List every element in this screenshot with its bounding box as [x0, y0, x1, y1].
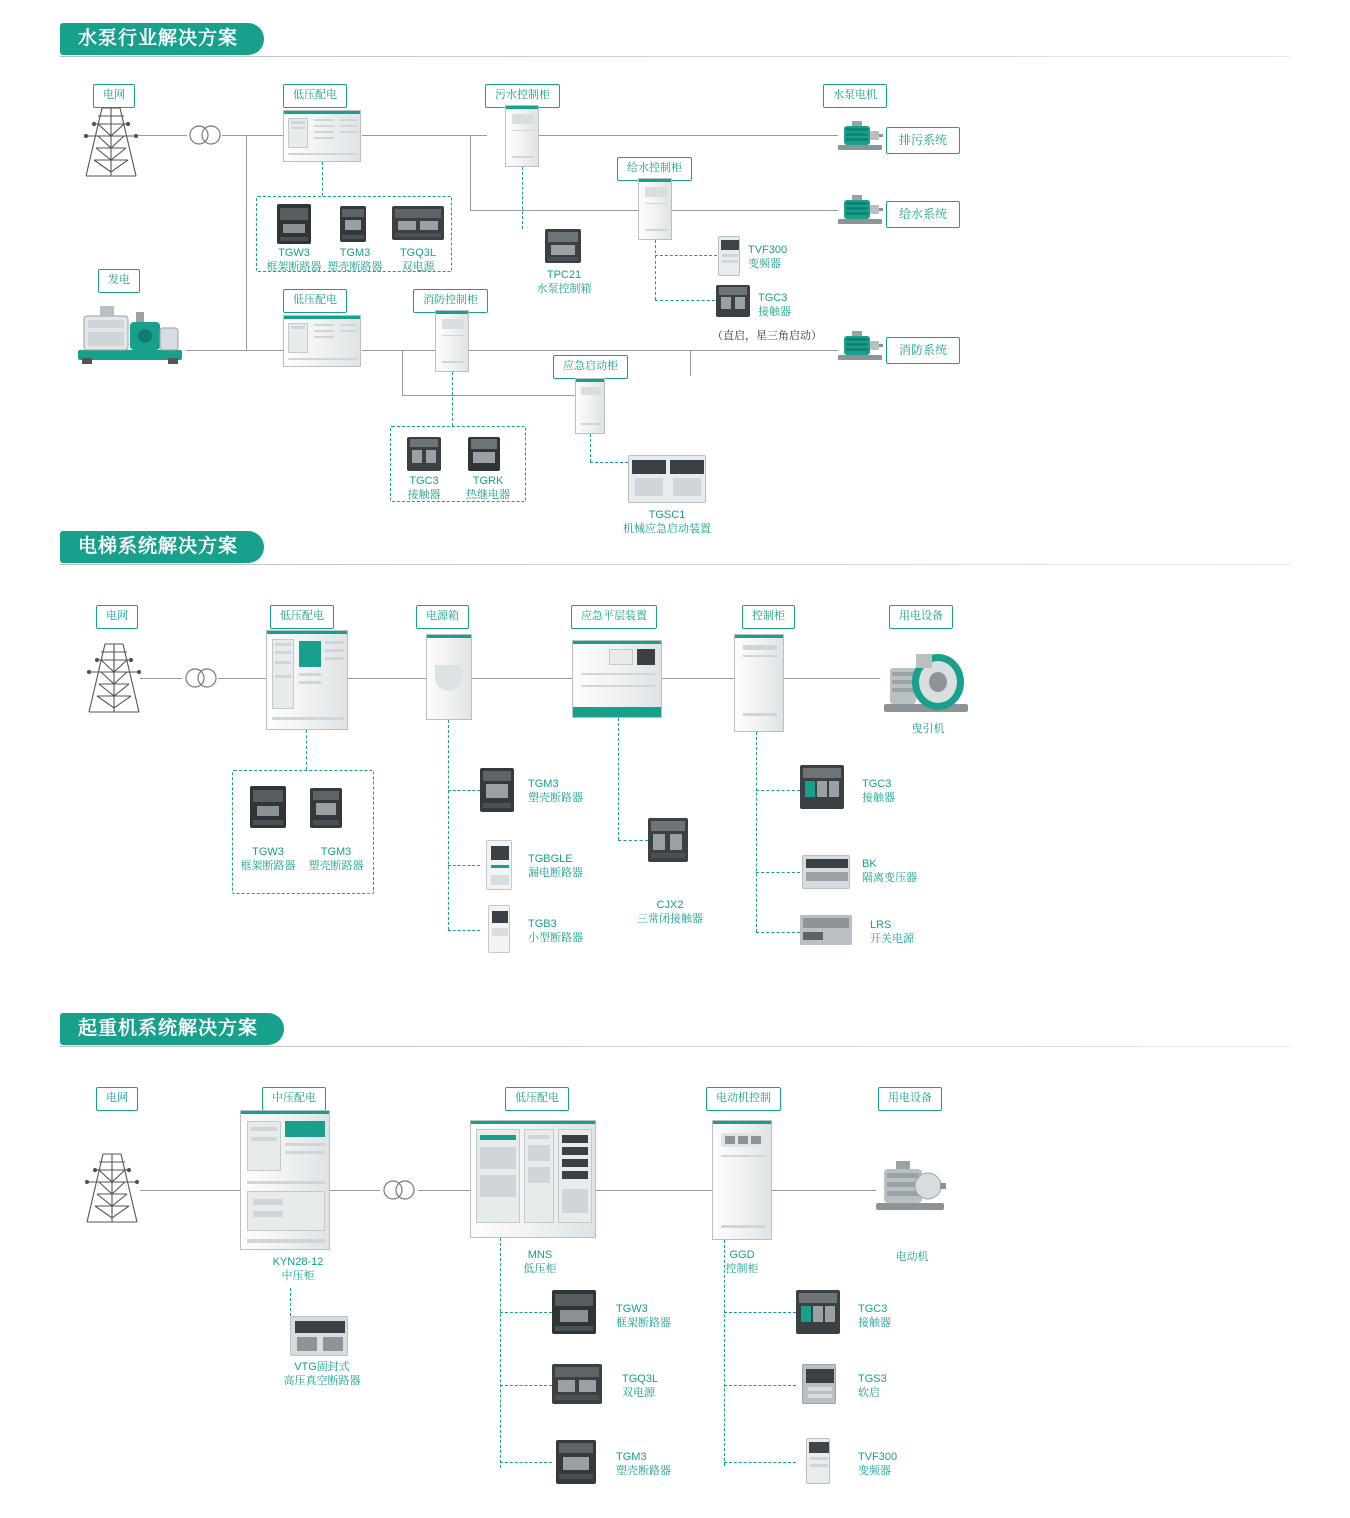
caption-tvf300	[748, 243, 787, 271]
section-divider-pump	[60, 56, 1290, 57]
caption-ggd	[712, 1248, 772, 1276]
device-tgs3-crane	[802, 1364, 836, 1404]
line-elev-powerbox-to-leveling	[472, 678, 572, 679]
device-tgq3l-crane	[552, 1364, 602, 1404]
device-tgbgle	[486, 840, 512, 890]
device-tgsc1	[628, 455, 706, 503]
model-tgq3l-pump: TGQ3L	[399, 247, 437, 259]
section-title-pump: 水泵行业解决方案	[60, 23, 264, 55]
section-divider-crane	[60, 1046, 1290, 1047]
dashed-link-tgq3l-crane	[500, 1385, 552, 1386]
line-elev-lv-to-powerbox	[348, 678, 426, 679]
device-tgw3-pump	[277, 204, 311, 244]
label-pump-fire-cabinet: 消防控制柜	[413, 289, 488, 313]
model-tgs3-crane: TGS3	[858, 1373, 887, 1385]
desc-kyn28-12: 中压柜	[281, 1270, 315, 1282]
caption-tgc3-supply	[758, 291, 791, 319]
caption-tgs3-crane	[858, 1372, 887, 1400]
caption-tgm3-pump	[324, 246, 386, 274]
desc-ggd: 控制柜	[725, 1263, 759, 1275]
desc-tgrk: 热继电器	[466, 489, 510, 501]
dashed-link-crane-lv-parts	[500, 1238, 501, 1468]
desc-tgm3-crane: 塑壳断路器	[616, 1465, 671, 1477]
line-elev-leveling-to-control	[662, 678, 734, 679]
device-vtg	[290, 1316, 348, 1356]
model-tgm3-elev: TGM3	[320, 846, 352, 858]
desc-tgs3-crane: 软启	[858, 1387, 880, 1399]
power-grid-pylon-icon	[72, 104, 150, 184]
crane-ggd-control-cabinet	[712, 1120, 772, 1240]
dashed-link-tvf300-crane	[724, 1462, 796, 1463]
desc-tgbgle: 漏电断路器	[528, 867, 583, 879]
label-pump-generator: 发电	[98, 269, 140, 293]
line-elev-control-to-load	[784, 678, 880, 679]
dashed-link-leveling-cjx2	[618, 718, 619, 840]
desc-bk: 隔离变压器	[862, 872, 917, 884]
model-bk: BK	[862, 858, 877, 870]
pump-motor-icon-2	[836, 192, 884, 226]
label-pump-lv-dist-1: 低压配电	[283, 84, 347, 108]
line-fire-branch	[690, 350, 691, 376]
dashed-link-powerbox-parts	[448, 720, 449, 930]
dashed-link-cjx2	[618, 840, 648, 841]
device-tgrk	[468, 437, 500, 471]
desc-tpc21: 水泵控制箱	[536, 283, 592, 295]
caption-tgc3-crane	[858, 1302, 891, 1330]
line-crane-mv-to-transformer	[330, 1190, 380, 1191]
model-tgsc1: TGSC1	[648, 509, 686, 521]
device-tgm3-crane	[556, 1440, 596, 1484]
desc-tgm3-pump: 塑壳断路器	[327, 261, 383, 273]
line-lv1-down	[470, 135, 471, 210]
dashed-link-tgm3-crane	[500, 1462, 552, 1463]
pump-motor-icon-3	[836, 328, 884, 362]
device-bk	[802, 855, 850, 889]
desc-tgc3-supply: 接触器	[758, 306, 791, 318]
caption-tgc3-fire	[392, 474, 456, 502]
model-mns: MNS	[527, 1249, 553, 1261]
device-cjx2	[648, 818, 688, 862]
caption-tgw3-crane	[616, 1302, 671, 1330]
device-tvf300	[718, 236, 740, 276]
label-pump-lv-dist-2: 低压配电	[283, 289, 347, 313]
desc-tgw3-crane: 框架断路器	[616, 1317, 671, 1329]
caption-tgq3l-crane	[622, 1372, 658, 1400]
device-tgm3-pump	[340, 206, 366, 242]
model-tgb3: TGB3	[528, 918, 557, 930]
pump-motor-icon-1	[836, 118, 884, 152]
caption-crane-motor: 电动机	[895, 1251, 929, 1263]
label-pump-system-fire: 消防系统	[886, 337, 960, 364]
desc-tgb3: 小型断路器	[528, 932, 583, 944]
dashed-link-elev-lv-parts	[306, 730, 307, 770]
transformer-coils-icon	[186, 124, 224, 146]
desc-tgq3l-pump: 双电源	[401, 261, 435, 273]
dashed-link-tgc3-crane	[724, 1312, 796, 1313]
label-elev-lv-dist: 低压配电	[270, 605, 334, 629]
model-lrs: LRS	[870, 919, 892, 931]
line-generator-to-bus	[186, 350, 246, 351]
label-crane-grid: 电网	[96, 1087, 138, 1111]
section-title-crane: 起重机系统解决方案	[60, 1013, 284, 1045]
crane-motor-icon	[872, 1155, 948, 1215]
elev-lv-distribution-cabinet	[266, 630, 348, 730]
label-elev-grid: 电网	[96, 605, 138, 629]
line-supply-to-motor2	[672, 210, 838, 211]
desc-tgw3-pump: 框架断路器	[266, 261, 322, 273]
caption-mns	[508, 1248, 572, 1276]
line-lv2-to-fire	[362, 350, 402, 351]
device-tgm3-elev	[310, 788, 342, 828]
label-elev-leveling: 应急平层装置	[571, 605, 657, 629]
label-pump-grid: 电网	[93, 84, 135, 108]
desc-tgq3l-crane: 双电源	[622, 1387, 655, 1399]
elev-traction-machine-icon	[880, 638, 972, 720]
line-to-emergency	[402, 395, 587, 396]
note-start-modes: （直启，星三角启动）	[712, 330, 822, 342]
caption-tgq3l-pump	[388, 246, 448, 274]
device-lrs	[800, 915, 852, 945]
dashed-link-fire-parts	[452, 372, 453, 426]
line-bus-to-lv2	[246, 350, 284, 351]
caption-tgm3-elev	[300, 845, 372, 873]
model-tgw3-pump: TGW3	[278, 247, 310, 259]
model-tgbgle: TGBGLE	[528, 853, 573, 865]
section-header-pump	[60, 22, 264, 56]
caption-traction-machine: 曳引机	[911, 723, 945, 735]
caption-tvf300-crane	[858, 1450, 897, 1478]
elev-power-box	[426, 634, 472, 720]
caption-tgsc1	[612, 508, 722, 536]
dashed-link-mv-vtg	[290, 1288, 291, 1316]
section-header-elevator	[60, 530, 264, 564]
crane-transformer-coils-icon	[380, 1179, 418, 1201]
dashed-link-crane-control-parts	[724, 1240, 725, 1466]
label-pump-emergency-cabinet: 应急启动柜	[553, 355, 628, 379]
label-crane-motor-control: 电动机控制	[706, 1087, 781, 1111]
elev-power-grid-pylon-icon	[75, 640, 153, 720]
line-elev-transformer-to-lv	[218, 678, 266, 679]
device-tgc3-crane	[796, 1290, 840, 1334]
caption-tpc21	[528, 268, 600, 296]
crane-power-grid-pylon-icon	[73, 1150, 151, 1230]
caption-tgb3	[528, 917, 583, 945]
dashed-link-control-parts	[756, 732, 757, 932]
label-pump-motor: 水泵电机	[823, 84, 887, 108]
line-to-supply-cabinet	[470, 210, 640, 211]
model-tgrk: TGRK	[472, 475, 504, 487]
desc-tgc3-crane: 接触器	[858, 1317, 891, 1329]
desc-tvf300: 变频器	[748, 258, 781, 270]
caption-tgm3-crane	[616, 1450, 671, 1478]
line-transformer-to-lv1	[222, 135, 284, 136]
desc-tgc3-fire: 接触器	[407, 489, 441, 501]
model-kyn28-12: KYN28-12	[272, 1256, 324, 1268]
line-bus-vertical	[246, 135, 247, 350]
section-divider-elevator	[60, 564, 1290, 565]
dashed-link-supply-branch	[655, 240, 656, 300]
model-tgc3-crane: TGC3	[858, 1303, 888, 1315]
label-pump-system-sewage: 排污系统	[886, 127, 960, 154]
dashed-link-lv1-parts	[322, 162, 323, 196]
label-pump-water-supply-cabinet: 给水控制柜	[617, 157, 692, 181]
label-elev-load-equipment: 用电设备	[889, 605, 953, 629]
caption-tgm3-powerbox	[528, 777, 583, 805]
dashed-link-tgc3-elev	[756, 790, 800, 791]
elev-control-cabinet	[734, 634, 784, 732]
dashed-link-sewage-tpc21	[522, 167, 523, 229]
model-tgm3-pump: TGM3	[339, 247, 371, 259]
caption-tgrk	[458, 474, 518, 502]
device-tpc21	[545, 229, 581, 263]
dashed-link-tvf300	[655, 255, 717, 256]
label-pump-system-supply: 给水系统	[886, 201, 960, 228]
desc-tgsc1: 机械应急启动装置	[623, 523, 711, 535]
dashed-link-tgs3-crane	[724, 1385, 796, 1386]
caption-cjx2	[618, 898, 722, 926]
desc-tgc3-elev: 接触器	[862, 792, 895, 804]
device-tgb3	[488, 905, 510, 953]
dashed-link-tgbgle	[448, 865, 480, 866]
model-tgw3-elev: TGW3	[252, 846, 284, 858]
desc-tgm3-powerbox: 塑壳断路器	[528, 792, 583, 804]
model-cjx2: CJX2	[656, 899, 684, 911]
model-tgw3-crane: TGW3	[616, 1303, 648, 1315]
model-tgm3-powerbox: TGM3	[528, 778, 559, 790]
device-tvf300-crane	[806, 1438, 830, 1484]
model-vtg: VTG固封式	[294, 1361, 350, 1373]
water-supply-control-cabinet	[638, 178, 672, 240]
caption-tgbgle	[528, 852, 583, 880]
caption-tgw3-pump	[258, 246, 330, 274]
caption-bk	[862, 857, 917, 885]
desc-cjx2: 三常闭接触器	[637, 913, 703, 925]
desc-tvf300-crane: 变频器	[858, 1465, 891, 1477]
desc-tgm3-elev: 塑壳断路器	[308, 860, 364, 872]
model-tgc3-elev: TGC3	[862, 778, 892, 790]
elev-transformer-coils-icon	[182, 667, 220, 689]
dashed-link-tgsc1	[590, 462, 628, 463]
dashed-link-tgb3	[448, 930, 480, 931]
emergency-start-cabinet	[575, 378, 605, 434]
section-header-crane	[60, 1012, 284, 1046]
dashed-link-tgc3-supply	[655, 300, 715, 301]
lv-distribution-cabinet-1	[283, 110, 361, 162]
label-elev-power-box: 电源箱	[416, 605, 469, 629]
dashed-link-tgw3-crane	[500, 1312, 552, 1313]
line-crane-transformer-to-lv	[418, 1190, 470, 1191]
caption-vtg	[264, 1360, 380, 1388]
model-tgq3l-crane: TGQ3L	[622, 1373, 659, 1385]
sewage-control-cabinet	[505, 105, 539, 167]
section-title-elevator: 电梯系统解决方案	[60, 531, 264, 563]
diesel-generator-icon	[74, 292, 186, 370]
model-tvf300-crane: TVF300	[858, 1451, 898, 1463]
crane-lv-switchgear-mns	[470, 1120, 596, 1238]
device-tgm3-powerbox	[480, 768, 514, 812]
device-tgw3-crane	[552, 1290, 596, 1334]
dashed-link-bk	[756, 872, 800, 873]
line-lv1-to-sewage	[362, 135, 487, 136]
device-tgq3l-pump	[392, 206, 444, 240]
model-tgc3-supply: TGC3	[758, 292, 788, 304]
line-crane-lv-to-control	[596, 1190, 712, 1191]
line-sewage-to-motor1	[538, 135, 838, 136]
label-crane-mv-dist: 中压配电	[262, 1087, 326, 1111]
line-fire-down	[402, 350, 403, 395]
label-pump-sewage-cabinet: 污水控制柜	[485, 84, 560, 108]
dashed-link-emergency-tgsc1	[590, 434, 591, 462]
fire-control-cabinet	[435, 310, 469, 372]
dashed-link-lrs	[756, 932, 800, 933]
caption-tgw3-elev	[232, 845, 304, 873]
label-elev-control-cabinet: 控制柜	[742, 605, 795, 629]
model-tgm3-crane: TGM3	[616, 1451, 647, 1463]
caption-kyn28-12	[242, 1255, 354, 1283]
model-ggd: GGD	[729, 1249, 755, 1261]
device-tgc3-supply	[716, 285, 750, 317]
model-tgc3-fire: TGC3	[409, 475, 439, 487]
device-tgc3-fire	[407, 437, 441, 471]
caption-lrs	[870, 918, 914, 946]
crane-mv-switchgear	[240, 1110, 330, 1250]
desc-lrs: 开关电源	[870, 933, 914, 945]
desc-tgw3-elev: 框架断路器	[240, 860, 296, 872]
desc-mns: 低压柜	[523, 1263, 557, 1275]
desc-vtg: 高压真空断路器	[283, 1375, 361, 1387]
model-tvf300: TVF300	[748, 244, 788, 256]
caption-tgc3-elev	[862, 777, 895, 805]
label-crane-load-equipment: 用电设备	[878, 1087, 942, 1111]
line-crane-control-to-motor	[772, 1190, 876, 1191]
device-tgc3-elev	[800, 765, 844, 809]
elev-leveling-device-cabinet	[572, 640, 662, 718]
dashed-link-tgm3-box	[448, 790, 480, 791]
device-tgw3-elev	[250, 786, 286, 828]
label-crane-lv-dist: 低压配电	[505, 1087, 569, 1111]
lv-distribution-cabinet-2	[283, 315, 361, 367]
model-tpc21: TPC21	[546, 269, 582, 281]
line-crane-grid-to-mv	[140, 1190, 240, 1191]
